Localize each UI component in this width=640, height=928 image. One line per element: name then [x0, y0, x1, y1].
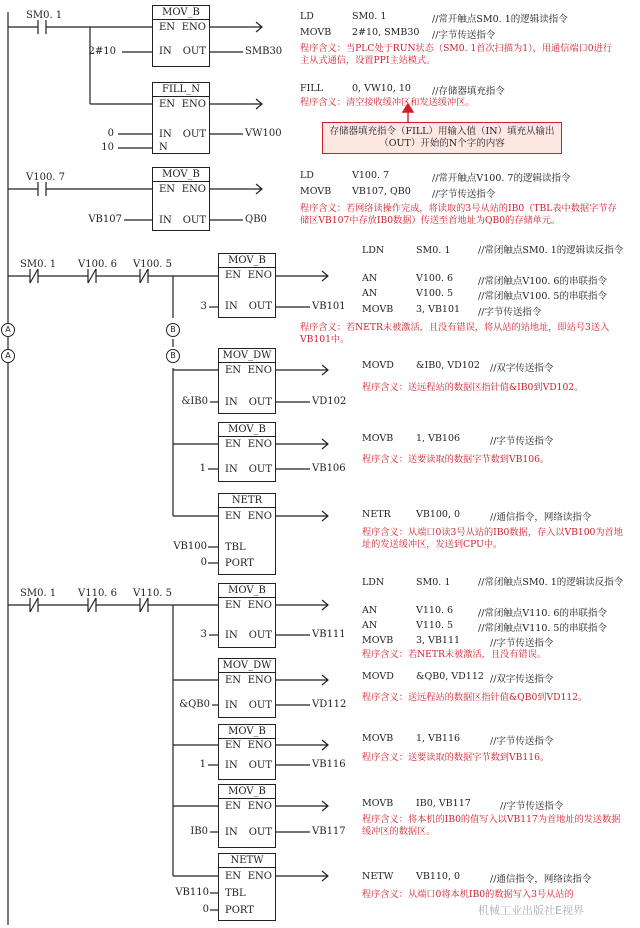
stl-arg: SM0. 1 — [352, 11, 387, 22]
stl-op: AN — [362, 605, 378, 616]
pin-en: EN — [159, 99, 176, 110]
note-label: 程序含义： — [362, 649, 408, 660]
stl-comment: //常开触点V100. 7的逻辑读指令 — [432, 173, 571, 184]
note-text: 若NETR未被激活，且没有错误。 — [407, 649, 546, 660]
b8-in-value: 3 — [200, 629, 207, 640]
stl-comment: //字节传送指令 — [500, 801, 564, 812]
pin-port: PORT — [225, 558, 254, 569]
block-fill-n — [152, 82, 210, 154]
note-3 — [300, 203, 620, 227]
pin-out: OUT — [182, 215, 206, 226]
pin-eno: ENO — [247, 740, 272, 751]
stl-arg: VB107, QB0 — [352, 186, 411, 197]
note-label: 程序含义： — [300, 322, 346, 333]
connector-b-1: B — [166, 323, 180, 337]
stl-comment: //字节传送指令 — [490, 736, 554, 747]
pin-out: OUT — [248, 397, 272, 408]
pin-eno: ENO — [247, 511, 272, 522]
stl-op: MOVD — [362, 360, 394, 371]
pin-eno: ENO — [247, 439, 272, 450]
stl-arg: 3, VB111 — [416, 635, 461, 646]
b11-in-value: IB0 — [190, 826, 208, 837]
pin-en: EN — [225, 871, 242, 882]
pin-in: IN — [159, 46, 172, 57]
fill-callout: 存储器填充指令（FILL）用输入值（IN）填充从输出（OUT）开始的N个字的内容 — [322, 122, 562, 154]
note-label: 程序含义： — [362, 889, 408, 900]
block-title: MOV_B — [228, 786, 266, 797]
pin-port: PORT — [225, 905, 254, 916]
block-title: MOV_DW — [222, 660, 272, 671]
b6-in-value: 1 — [199, 463, 206, 474]
pin-out: OUT — [248, 827, 272, 838]
block-mov-b-11 — [218, 784, 276, 848]
stl-comment: //常闭触点V100. 5的串联指令 — [478, 291, 607, 302]
b3-out-value: QB0 — [245, 214, 267, 225]
note-text: 送要读取的数据字节数到VB106。 — [407, 454, 550, 465]
stl-arg: V100. 6 — [416, 273, 454, 284]
stl-op: MOVB — [362, 635, 394, 646]
stl-op: NETW — [362, 871, 394, 882]
b11-out-value: VB117 — [312, 826, 346, 837]
pin-in: IN — [225, 464, 238, 475]
pin-out: OUT — [182, 129, 206, 140]
block-title: MOV_B — [162, 7, 200, 18]
block-title: MOV_B — [228, 424, 266, 435]
note-label: 程序含义： — [362, 752, 408, 763]
connector-a-1: A — [1, 323, 15, 337]
stl-op: MOVB — [362, 798, 394, 809]
stl-op: MOVB — [362, 304, 394, 315]
pin-in: IN — [225, 301, 238, 312]
b3-in-value: VB107 — [88, 214, 122, 225]
stl-arg: V110. 5 — [416, 620, 454, 631]
b6-out-value: VB106 — [312, 463, 346, 474]
block-mov-b-6 — [218, 422, 276, 482]
pin-eno: ENO — [247, 675, 272, 686]
stl-comment: //通信指令，网络读指令 — [490, 512, 592, 523]
block-mov-dw-9 — [218, 658, 276, 718]
stl-op: LDN — [362, 577, 385, 588]
stl-comment: //常闭触点V110. 5的串联指令 — [478, 623, 607, 634]
note-text: 送远程站的数据区指针值&QB0到VD112。 — [407, 692, 588, 703]
stl-arg: 0, VW10, 10 — [352, 83, 411, 94]
pin-eno: ENO — [247, 365, 272, 376]
b12-port-value: 0 — [202, 904, 209, 915]
note-label: 程序含义： — [362, 382, 408, 393]
note-label: 程序含义： — [362, 527, 408, 538]
note-text: 若网络读操作完成，将读取的3号从站的IB0（TBL表中数据字节存储区VB107中存放IB0数据）传送至首地址为QB0的存储单元。 — [300, 203, 617, 226]
block-mov-b-4 — [218, 253, 276, 318]
pin-en: EN — [225, 365, 242, 376]
b10-in-value: 1 — [199, 759, 206, 770]
stl-arg: 2#10, SMB30 — [352, 27, 420, 38]
note-label: 程序含义： — [300, 43, 346, 54]
pin-out: OUT — [248, 464, 272, 475]
stl-comment: //字节传送指令 — [432, 189, 496, 200]
stl-op: MOVD — [362, 671, 394, 682]
pin-eno: ENO — [181, 184, 206, 195]
stl-comment: //双字传送指令 — [490, 674, 554, 685]
stl-arg: SM0. 1 — [416, 577, 451, 588]
note-text: 从端口0读3号从站的IB0数据，存入以VB100为首地址的发送缓冲区，发送到CPU中。 — [362, 527, 623, 550]
watermark: 机械工业出版社E视界 — [478, 904, 584, 917]
block-mov-b-3 — [152, 167, 210, 231]
block-title: MOV_B — [162, 169, 200, 180]
note-label: 程序含义： — [362, 692, 408, 703]
b8-out-value: VB111 — [312, 629, 346, 640]
note-7 — [362, 527, 624, 551]
pin-tbl: TBL — [225, 542, 246, 553]
block-title: MOV_B — [228, 585, 266, 596]
stl-arg: VB100, 0 — [416, 509, 461, 520]
block-mov-b-1 — [152, 5, 210, 67]
block-netw — [218, 853, 276, 921]
pin-eno: ENO — [247, 600, 272, 611]
pin-n: N — [159, 142, 168, 153]
pin-out: OUT — [182, 46, 206, 57]
pin-en: EN — [225, 439, 242, 450]
contact-c3a-slash — [30, 269, 38, 283]
stl-comment: //字节传送指令 — [490, 436, 554, 447]
contact-c4b-label: V110. 6 — [78, 588, 118, 599]
b5-in-value: &IB0 — [181, 396, 208, 407]
note-2 — [300, 97, 620, 109]
pin-tbl: TBL — [225, 888, 246, 899]
pin-en: EN — [159, 184, 176, 195]
contact-c3a-label: SM0. 1 — [20, 259, 57, 270]
connector-b-2: B — [166, 349, 180, 363]
block-mov-dw-5 — [218, 348, 276, 414]
pin-in: IN — [225, 827, 238, 838]
note-11 — [362, 814, 624, 838]
pin-en: EN — [225, 675, 242, 686]
pin-out: OUT — [248, 760, 272, 771]
pin-in: IN — [225, 397, 238, 408]
note-8 — [362, 649, 632, 661]
contact-c3c-label: V100. 5 — [133, 259, 173, 270]
pin-eno: ENO — [247, 871, 272, 882]
block-title: MOV_DW — [222, 350, 272, 361]
stl-comment: //通信指令，网络读指令 — [490, 874, 592, 885]
stl-arg: 1, VB106 — [416, 433, 461, 444]
note-text: 当PLC处于RUN状态（SM0. 1首次扫描为1），用通信端口0进行主从式通信，设置PPI主站模式。 — [300, 43, 613, 66]
pin-en: EN — [225, 801, 242, 812]
note-6 — [362, 454, 632, 466]
stl-op: AN — [362, 273, 378, 284]
stl-op: AN — [362, 288, 378, 299]
contact-c4c-label: V110. 5 — [133, 588, 173, 599]
stl-op: MOVB — [300, 27, 332, 38]
pin-out: OUT — [248, 700, 272, 711]
b2-out-value: VW100 — [245, 128, 282, 139]
stl-comment: //常闭触点SM0. 1的逻辑读反指令 — [478, 577, 624, 588]
block-netr — [218, 493, 276, 575]
b2-n-value: 10 — [101, 142, 114, 153]
contact-c3b-label: V100. 6 — [78, 259, 118, 270]
block-title: NETW — [230, 855, 264, 866]
stl-comment: //双字传送指令 — [490, 363, 554, 374]
b4-out-value: VB101 — [312, 301, 346, 312]
stl-comment: //常闭触点SM0. 1的逻辑读反指令 — [478, 245, 624, 256]
b5-out-value: VD102 — [312, 396, 347, 407]
contact-c3b-slash — [88, 269, 96, 283]
b1-in-value: 2#10 — [88, 46, 116, 57]
stl-comment: //存储器填充指令 — [432, 86, 505, 97]
stl-arg: V100. 5 — [416, 288, 454, 299]
b12-tbl-value: VB110 — [175, 887, 209, 898]
stl-arg: 1, VB116 — [416, 733, 461, 744]
pin-en: EN — [225, 270, 242, 281]
block-title: FILL_N — [162, 84, 200, 95]
pin-in: IN — [225, 760, 238, 771]
note-4 — [300, 322, 620, 346]
note-1 — [300, 43, 620, 67]
pin-in: IN — [159, 215, 172, 226]
b10-out-value: VB116 — [312, 759, 346, 770]
stl-arg: V110. 6 — [416, 605, 454, 616]
stl-op: LDN — [362, 245, 385, 256]
pin-en: EN — [225, 740, 242, 751]
stl-comment: //常闭触点V110. 6的串联指令 — [478, 608, 607, 619]
note-12 — [362, 889, 624, 901]
stl-comment: //字节传送指令 — [490, 638, 554, 649]
note-text: 若NETR未被激活，且没有错误，将从站的站地址，即站号3送入VB101中。 — [300, 322, 610, 345]
contact-c2-label: V100. 7 — [26, 172, 66, 183]
pin-out: OUT — [248, 630, 272, 641]
contact-c4a-label: SM0. 1 — [20, 588, 57, 599]
note-10 — [362, 752, 632, 764]
stl-comment: //常开触点SM0. 1的逻辑读指令 — [432, 14, 568, 25]
b1-out-value: SMB30 — [245, 46, 283, 57]
pin-in: IN — [225, 630, 238, 641]
contact-c1-label: SM0. 1 — [26, 10, 63, 21]
stl-arg: &IB0, VD102 — [416, 360, 480, 371]
b7-port-value: 0 — [200, 557, 207, 568]
stl-arg: &QB0, VD112 — [416, 671, 484, 682]
stl-op: MOVB — [362, 733, 394, 744]
b9-in-value: &QB0 — [179, 699, 210, 710]
b2-in-value: 0 — [107, 128, 114, 139]
note-5 — [362, 382, 632, 394]
pin-eno: ENO — [181, 22, 206, 33]
stl-op: MOVB — [300, 186, 332, 197]
block-title: NETR — [231, 495, 263, 506]
stl-arg: 3, VB101 — [416, 304, 461, 315]
note-9 — [362, 692, 634, 704]
b4-in-value: 3 — [200, 301, 207, 312]
block-mov-b-10 — [218, 724, 276, 780]
block-mov-b-8 — [218, 583, 276, 648]
block-title: MOV_B — [228, 255, 266, 266]
pin-eno: ENO — [247, 801, 272, 812]
stl-op: FILL — [300, 83, 323, 94]
note-text: 清空接收缓冲区和发送缓冲区。 — [345, 97, 475, 108]
b7-tbl-value: VB100 — [173, 541, 207, 552]
stl-arg: IB0, VB117 — [416, 798, 471, 809]
stl-op: MOVB — [362, 433, 394, 444]
stl-op: LD — [300, 11, 314, 22]
note-text: 送要读取的数据字节数到VB116。 — [407, 752, 550, 763]
note-text: 从端口0将本机IB0的数据写入3号从站的 — [407, 889, 574, 900]
stl-arg: VB110, 0 — [416, 871, 461, 882]
pin-en: EN — [225, 511, 242, 522]
note-text: 将本机的IB0的值写入以VB117为首地址的发送数据缓冲区的数据区。 — [362, 814, 621, 837]
pin-in: IN — [225, 700, 238, 711]
pin-out: OUT — [248, 301, 272, 312]
stl-arg: V100. 7 — [352, 170, 390, 181]
pin-en: EN — [159, 22, 176, 33]
note-label: 程序含义： — [300, 97, 346, 108]
b9-out-value: VD112 — [312, 699, 347, 710]
note-label: 程序含义： — [300, 203, 346, 214]
stl-arg: SM0. 1 — [416, 245, 451, 256]
pin-en: EN — [225, 600, 242, 611]
pin-in: IN — [159, 129, 172, 140]
note-text: 送远程站的数据区指针值&IB0到VD102。 — [407, 382, 584, 393]
stl-op: LD — [300, 170, 314, 181]
stl-op: AN — [362, 620, 378, 631]
stl-comment: //字节传送指令 — [478, 307, 542, 318]
connector-a-2: A — [1, 349, 15, 363]
stl-comment: //字节传送指令 — [432, 30, 496, 41]
contact-c3c-slash — [140, 269, 148, 283]
pin-eno: ENO — [181, 99, 206, 110]
note-label: 程序含义： — [362, 454, 408, 465]
note-label: 程序含义： — [362, 814, 408, 825]
block-title: MOV_B — [228, 726, 266, 737]
stl-op: NETR — [362, 509, 391, 520]
stl-comment: //常闭触点V100. 6的串联指令 — [478, 276, 607, 287]
pin-eno: ENO — [247, 270, 272, 281]
